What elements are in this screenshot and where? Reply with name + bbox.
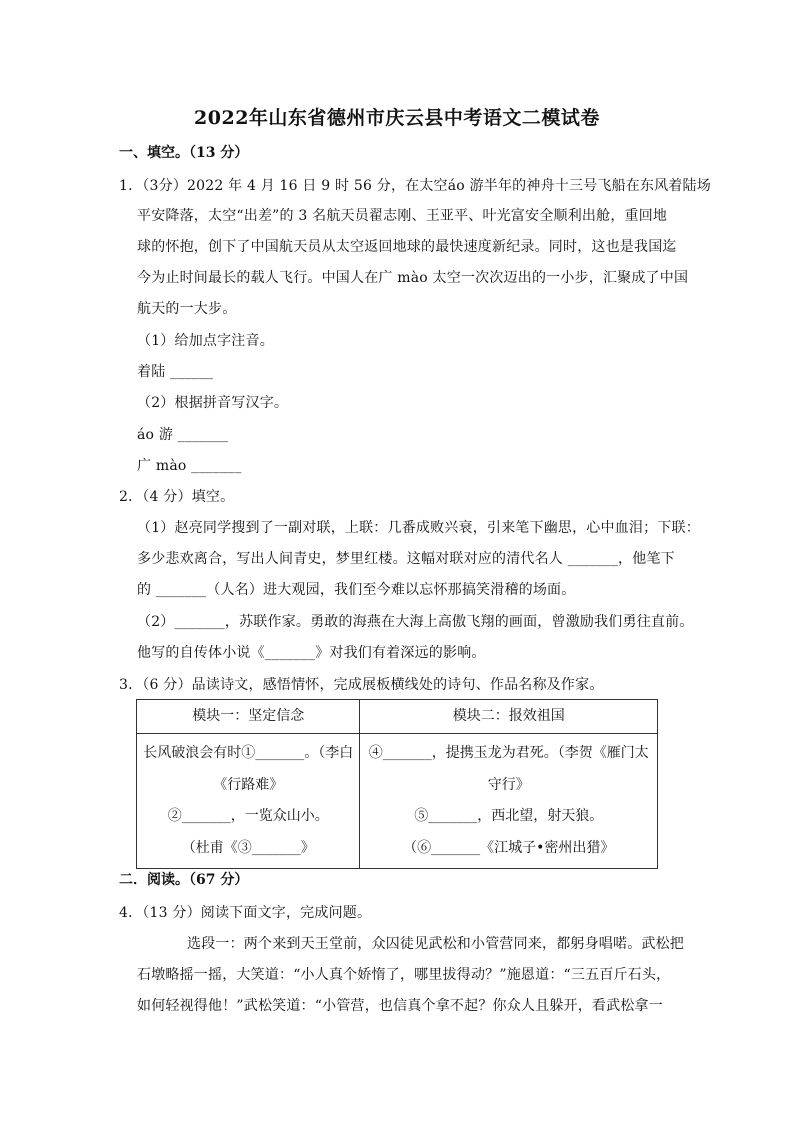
q4-passage-line: 石墩略摇一摇，大笑道：“小人真个娇惰了，哪里拔得动？”施恩道：“三五百斤石头， bbox=[137, 967, 671, 983]
q1-line: 球的怀抱，创下了中国航天员从太空返回地球的最快速度新纪录。同时，这也是我国迄 bbox=[137, 239, 677, 255]
q3-heading: 3．（6 分）品读诗文，感悟情怀，完成展板横线处的诗句、作品名称及作家。 bbox=[119, 677, 604, 693]
q2-line: （1）赵亮同学搜到了一副对联，上联：几番成败兴衰，引来笔下幽思，心中血泪；下联： bbox=[137, 520, 700, 536]
q1-sub1: （1）给加点字注音。 bbox=[137, 333, 274, 349]
table-cell-line: ②_______，一览众山小。 bbox=[167, 808, 329, 824]
exam-title: 2022年山东省德州市庆云县中考语文二模试卷 bbox=[194, 107, 600, 129]
q2-line: （2）_______，苏联作家。勇敢的海燕在大海上高傲飞翔的画面，曾激励我们勇往直前。 bbox=[137, 614, 694, 630]
table-cell-line: ⑤_______，西北望，射天狼。 bbox=[414, 808, 604, 824]
q1-line: 1．（3分）2022 年 4 月 16 日 9 时 56 分，在太空áo 游半年的神舟十三号飞船在东风着陆场 bbox=[119, 178, 711, 194]
section-heading-fill-blanks: 一、填空。（13 分） bbox=[119, 145, 249, 161]
table-cell-line: （杜甫《③_______》 bbox=[181, 839, 315, 856]
q4-passage-line: 如何轻视得他！”武松笑道：“小管营，也信真个拿不起？你众人且躲开，看武松拿一 bbox=[137, 998, 663, 1014]
table-cell-module-1 bbox=[137, 734, 360, 869]
q1-sub2-answer-blank-2[interactable]: 广 mào _______ bbox=[137, 458, 242, 474]
q2-line: 他写的自传体小说《_______》对我们有着深远的影响。 bbox=[137, 645, 486, 661]
table-cell-line: ④_______，提携玉龙为君死。（李贺《雁门太 bbox=[368, 745, 649, 761]
q1-line: 航天的一大步。 bbox=[137, 301, 237, 317]
table-header-module-2: 模块二：报效祖国 bbox=[360, 700, 658, 734]
table-cell-line: 《行路难》 bbox=[213, 776, 284, 793]
table-header-module-1: 模块一：坚定信念 bbox=[137, 700, 360, 734]
q1-line: 今为止时间最长的载人飞行。中国人在广 mào 太空一次次迈出的一小步，汇聚成了中国 bbox=[137, 270, 689, 286]
table-cell-module-2 bbox=[360, 734, 658, 869]
poetry-board-table bbox=[136, 699, 658, 869]
q1-sub2-answer-blank-1[interactable]: áo 游 _______ bbox=[137, 427, 229, 443]
q2-line: 多少悲欢离合，写出人间青史，梦里红楼。这幅对联对应的清代名人 _______，他笔下 bbox=[137, 551, 675, 567]
table-cell-line: （⑥_______《江城子•密州出猎》 bbox=[403, 839, 615, 856]
q2-line: 的 _______（人名）进大观园，我们至今难以忘怀那搞笑滑稽的场面。 bbox=[137, 582, 576, 598]
q4-passage-line: 选段一：两个来到天王堂前，众囚徒见武松和小管营同来，都躬身唱喏。武松把 bbox=[187, 936, 684, 952]
table-cell-line: 长风破浪会有时①_______。（李白 bbox=[143, 745, 354, 761]
q2-heading: 2．（4 分）填空。 bbox=[119, 489, 235, 505]
q1-sub1-answer-blank[interactable]: 着陆 ______ bbox=[137, 364, 214, 380]
q1-line: 平安降落，太空“出差”的 3 名航天员翟志刚、王亚平、叶光富安全顺利出舱，重回地 bbox=[137, 208, 668, 224]
table-cell-line: 守行》 bbox=[487, 776, 530, 793]
q1-sub2: （2）根据拼音写汉字。 bbox=[137, 395, 289, 411]
section-heading-reading: 二．阅读。（67 分） bbox=[119, 872, 249, 888]
q4-heading: 4．（13 分）阅读下面文字，完成问题。 bbox=[119, 905, 372, 921]
